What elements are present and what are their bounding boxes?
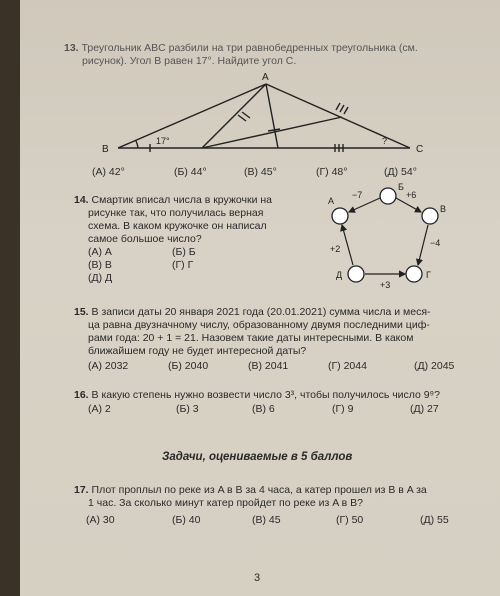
q16-option-g[interactable]: (Г) 9	[332, 403, 354, 415]
edge-label-dg: +3	[380, 280, 391, 290]
q16-option-v[interactable]: (В) 6	[252, 403, 275, 415]
q13-option-a[interactable]: (А) 42°	[92, 166, 125, 178]
q17-option-d[interactable]: (Д) 55	[420, 514, 449, 526]
q17-options	[86, 514, 449, 526]
edge-d-to-a	[342, 225, 353, 265]
q14-option-b[interactable]: (Б) Б	[172, 246, 196, 258]
node-g	[406, 266, 422, 282]
node-label-b: Б	[398, 182, 404, 192]
cevian-2	[202, 117, 342, 148]
q15-option-b[interactable]: (Б) 2040	[168, 360, 209, 372]
side-ac	[266, 84, 410, 148]
q16-option-a[interactable]: (А) 2	[88, 403, 111, 415]
q15-number: 15.	[74, 306, 89, 318]
q17-option-v[interactable]: (В) 45	[252, 514, 281, 526]
q16-number: 16.	[74, 389, 89, 401]
q14-pentagon-diagram	[308, 182, 458, 294]
q13-option-v[interactable]: (В) 45°	[244, 166, 277, 178]
cevian-3	[266, 84, 278, 148]
q16-text	[74, 389, 494, 402]
q15-option-a[interactable]: (А) 2032	[88, 360, 129, 372]
q14-number: 14.	[74, 194, 89, 206]
q17-option-a[interactable]: (А) 30	[86, 514, 115, 526]
node-d	[348, 266, 364, 282]
section-title: Задачи, оцениваемые в 5 баллов	[162, 451, 353, 463]
edge-label-ba: −7	[352, 190, 363, 200]
node-label-v: В	[440, 204, 447, 214]
edge-b-to-a	[349, 198, 380, 212]
q16-option-d[interactable]: (Д) 27	[410, 403, 439, 415]
q14-option-g[interactable]: (Г) Г	[172, 259, 194, 271]
q15-line2: ца равна двузначному числу, образованному двумя последними циф-	[88, 319, 430, 331]
q13-option-d[interactable]: (Д) 54°	[384, 166, 417, 178]
q15-text	[74, 306, 494, 358]
vertex-a-label: A	[262, 72, 269, 83]
angle-c-unknown: ?	[382, 136, 388, 146]
q14-options-col1	[88, 246, 112, 285]
q13-line2: рисунок). Угол B равен 17°. Найдите угол C.	[82, 55, 297, 67]
q17-option-b[interactable]: (Б) 40	[172, 514, 201, 526]
node-label-g: Г	[426, 270, 431, 280]
q14-line2: рисунке так, что получилась верная	[88, 207, 264, 219]
q14-line1: Смартик вписал числа в кружочки на	[91, 194, 272, 206]
q15-line4: ближайшем году не будет интересной даты?	[88, 345, 307, 357]
vertex-b-label: B	[102, 144, 109, 155]
textbook-page	[20, 0, 500, 596]
q17-number: 17.	[74, 484, 89, 496]
q17-option-g[interactable]: (Г) 50	[336, 514, 364, 526]
q16-line: В какую степень нужно возвести число 3³, чтобы получилось число 9⁹?	[91, 389, 440, 401]
q17-text	[74, 484, 494, 510]
node-label-a: А	[328, 196, 335, 206]
q15-options	[88, 360, 454, 372]
q16-option-b[interactable]: (Б) 3	[176, 403, 199, 415]
q13-options	[92, 166, 417, 178]
q14-line3: схема. В каком кружочке он написал	[88, 220, 267, 232]
q14-line4: самое большое число?	[88, 233, 202, 245]
q15-line1: В записи даты 20 января 2021 года (20.01.2021) сумма числа и меся-	[91, 306, 431, 318]
node-b	[380, 188, 396, 204]
node-label-d: Д	[336, 270, 343, 280]
node-a	[332, 208, 348, 224]
q14-option-a[interactable]: (А) А	[88, 246, 112, 258]
edge-v-to-g	[418, 225, 428, 265]
q15-option-d[interactable]: (Д) 2045	[414, 360, 455, 372]
angle-b-label: 17°	[156, 136, 170, 146]
q13-triangle-figure	[90, 70, 430, 155]
edge-b-to-v	[396, 198, 421, 212]
q13-option-g[interactable]: (Г) 48°	[316, 166, 348, 178]
q13-line1: Треугольник ABC разбили на три равнобедренных треугольника (см.	[81, 42, 418, 54]
edge-label-da: +2	[330, 244, 341, 254]
q15-option-g[interactable]: (Г) 2044	[328, 360, 367, 372]
q17-line1: Плот проплыл по реке из A в B за 4 часа, а катер прошел из B в A за	[91, 484, 427, 496]
q13-text	[64, 42, 484, 68]
q15-option-v[interactable]: (В) 2041	[248, 360, 289, 372]
q17-line2: 1 час. За сколько минут катер пройдет по реке из A в B?	[88, 497, 363, 509]
page-number: 3	[254, 572, 261, 584]
q14-option-d[interactable]: (Д) Д	[88, 272, 113, 284]
edge-label-bv: +6	[406, 190, 417, 200]
vertex-c-label: C	[416, 144, 424, 155]
node-v	[422, 208, 438, 224]
q16-options	[88, 403, 439, 415]
edge-label-vg: −4	[430, 238, 441, 248]
q14-option-v[interactable]: (В) В	[88, 259, 112, 271]
q15-line3: рами года: 20 + 1 = 21. Назовем такие даты интересными. В каком	[88, 332, 414, 344]
cevian-1	[202, 84, 266, 148]
q14-text	[74, 194, 314, 246]
q14-options-col2	[172, 246, 196, 272]
q13-number: 13.	[64, 42, 79, 54]
q13-option-b[interactable]: (Б) 44°	[174, 166, 207, 178]
